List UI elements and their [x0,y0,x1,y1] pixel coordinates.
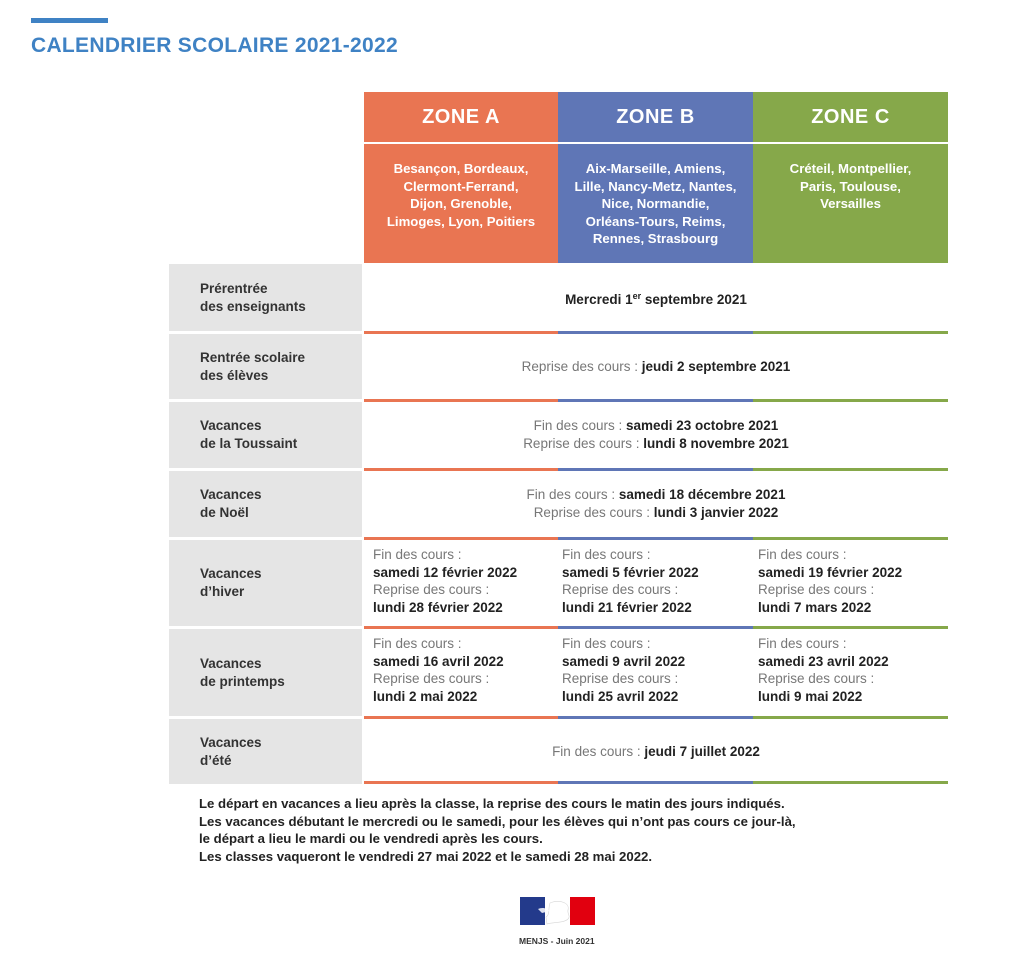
reprise-date: lundi 7 mars 2022 [758,599,872,615]
date-value: lundi 3 janvier 2022 [653,505,779,520]
fin-label: Fin des cours : [758,636,847,651]
zone-a-cities [364,144,558,263]
fin-date: samedi 12 février 2022 [373,564,518,580]
row-label-line: Prérentrée [200,280,268,296]
date-line [364,504,948,522]
title-accent-bar [31,18,108,23]
city-line: Nice, Normandie, [601,196,710,212]
city-line: Rennes, Strasbourg [592,231,719,247]
row-content-prerentree [364,264,948,331]
date-line [364,743,948,761]
fin-label: Fin des cours : [562,636,651,651]
city-line: Paris, Toulouse, [800,178,901,194]
prerentree-date-rest: septembre 2021 [641,291,747,307]
fin-label: Fin des cours : [373,547,462,562]
row-label-line: Vacances [200,487,262,502]
row-label-line: Vacances [200,734,262,750]
city-line: Clermont-Ferrand, [403,178,519,194]
fin-date: samedi 23 avril 2022 [758,653,889,669]
zone-header-divider [364,142,948,144]
city-line: Aix-Marseille, Amiens, [585,161,726,176]
fin-date: samedi 5 février 2022 [562,564,699,580]
reprise-label: Reprise des cours : [562,671,679,687]
footnote-line: le départ a lieu le mardi ou le vendredi après les cours. [199,831,543,847]
fin-label: Fin des cours : [562,547,651,562]
prerentree-date [364,287,948,309]
fin-label: Fin des cours : [758,547,847,562]
reprise-label: Reprise des cours : [562,582,679,598]
row-label-line: de Noël [200,505,249,520]
credit-line: MENJS - Juin 2021 [519,936,595,946]
row-underline-zone-c [753,781,948,784]
zone-c-header: ZONE C [753,92,948,142]
fin-label: Fin des cours : [373,636,462,651]
row-label-line: Vacances [200,566,262,581]
zone-c-cities [753,144,948,263]
page-title: CALENDRIER SCOLAIRE 2021-2022 [31,34,398,57]
fin-date: samedi 19 février 2022 [758,564,903,580]
reprise-date: lundi 25 avril 2022 [562,688,679,704]
date-line [364,417,948,435]
row-label-prerentree [169,264,362,331]
zone-b-cities [558,144,753,263]
marianne-logo [520,897,595,925]
printemps-zone-b-cell [553,629,748,716]
row-label-line: des enseignants [200,298,306,314]
row-label-line: de printemps [200,673,285,689]
prerentree-date-main: Mercredi 1 [565,291,633,307]
reprise-date: lundi 28 février 2022 [373,599,503,615]
printemps-zone-a-cell [364,629,558,716]
row-label-printemps [169,629,362,716]
date-value: samedi 23 octobre 2021 [625,418,779,433]
reprise-label: Reprise des cours : [373,582,490,598]
date-value: jeudi 2 septembre 2021 [641,358,791,374]
date-label: Reprise des cours : [521,358,642,374]
row-underline-zone-a [364,781,558,784]
date-value: jeudi 7 juillet 2022 [644,743,760,759]
date-value: samedi 18 décembre 2021 [618,487,786,502]
row-label-toussaint [169,402,362,468]
row-label-line: Vacances [200,418,262,433]
printemps-zone-c-cell [749,629,948,716]
city-line: Besançon, Bordeaux, [393,161,529,176]
row-label-hiver [169,540,362,626]
date-line [364,358,948,376]
row-content-toussaint [364,402,948,468]
row-label-line: d’été [200,752,232,768]
reprise-date: lundi 2 mai 2022 [373,688,478,704]
date-label: Fin des cours : [526,487,619,502]
reprise-label: Reprise des cours : [373,671,490,687]
row-content-noel [364,471,948,537]
hiver-zone-b-cell [553,540,748,626]
footnote-block [199,795,796,865]
date-label: Fin des cours : [552,743,645,759]
row-label-line: des élèves [200,367,269,383]
date-value: lundi 8 novembre 2021 [643,436,789,451]
row-content-rentree [364,334,948,399]
fin-date: samedi 9 avril 2022 [562,653,686,669]
footnote-line: Les vacances débutant le mercredi ou le samedi, pour les élèves qui n’ont pas cours ce jour-là, [199,813,796,829]
city-line: Lille, Nancy-Metz, Nantes, [574,178,737,194]
row-label-rentree [169,334,362,399]
marianne-profile [546,901,569,924]
date-line [364,435,948,453]
hiver-zone-c-cell [749,540,948,626]
row-label-line: Vacances [200,655,262,671]
zone-a-header: ZONE A [364,92,558,142]
city-line: Limoges, Lyon, Poitiers [386,213,536,229]
row-label-noel [169,471,362,537]
city-line: Versailles [820,196,881,212]
footnote-line: Les classes vaqueront le vendredi 27 mai 2022 et le samedi 28 mai 2022. [199,848,653,864]
row-underline-zone-b [558,781,753,784]
date-label: Reprise des cours : [523,436,644,451]
reprise-date: lundi 9 mai 2022 [758,688,863,704]
date-label: Fin des cours : [533,418,626,433]
footnote-line: Le départ en vacances a lieu après la classe, la reprise des cours le matin des jours indiqués. [199,796,785,811]
row-label-ete [169,719,362,784]
date-label: Reprise des cours : [533,505,654,520]
zone-b-header: ZONE B [558,92,753,142]
city-line: Dijon, Grenoble, [410,196,512,212]
reprise-label: Reprise des cours : [758,582,875,598]
city-line: Créteil, Montpellier, [789,161,912,176]
row-label-line: Rentrée scolaire [200,349,306,365]
city-line: Orléans-Tours, Reims, [585,213,726,229]
flag-red-band [570,897,595,925]
fin-date: samedi 16 avril 2022 [373,653,504,669]
reprise-label: Reprise des cours : [758,671,875,687]
date-line [364,486,948,504]
reprise-date: lundi 21 février 2022 [562,599,692,615]
row-label-line: de la Toussaint [200,436,298,451]
row-label-line: d’hiver [200,584,245,599]
hiver-zone-a-cell [364,540,558,626]
row-content-ete [364,719,948,784]
prerentree-date-sup: er [632,290,642,301]
